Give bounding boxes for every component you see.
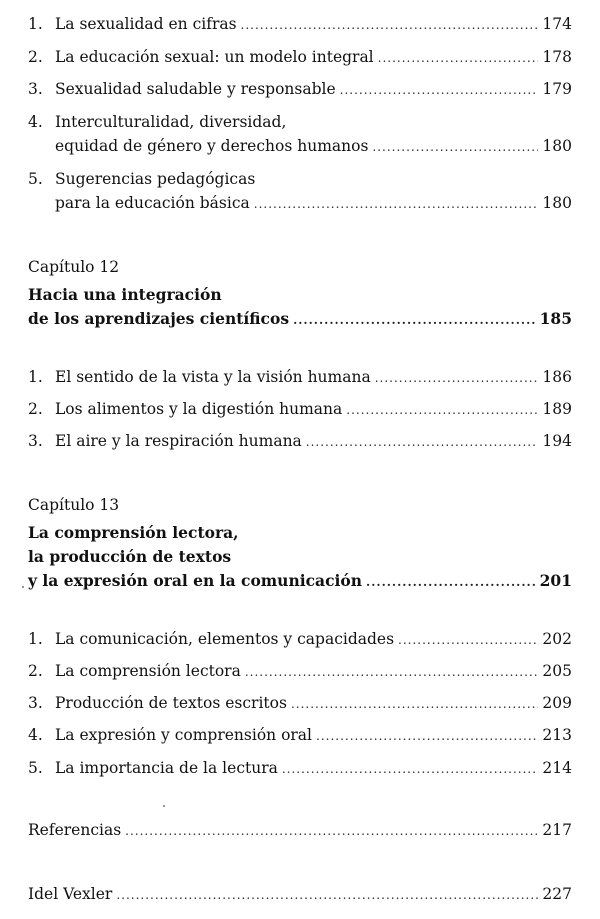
entry-page-number: 194	[542, 432, 572, 450]
chapter-title-entry	[28, 523, 572, 592]
entry-page-number: 189	[542, 400, 572, 418]
toc-entry	[28, 47, 572, 68]
entry-title: La comprensión lectora	[55, 662, 241, 680]
entry-title: La sexualidad en cifras	[55, 15, 237, 33]
entry-page-number: 217	[542, 821, 572, 839]
entry-number: 3.	[28, 694, 43, 712]
entry-title: Producción de textos escritos	[55, 694, 287, 712]
entry-title: El aire y la respiración humana	[55, 432, 302, 450]
chapter-label: Capítulo 13	[28, 496, 120, 514]
dot-leader	[366, 572, 536, 592]
toc-entry	[28, 758, 572, 779]
dot-leader	[291, 694, 538, 714]
entry-number: 3.	[28, 80, 43, 98]
entry-page-number: 180	[542, 137, 572, 155]
dot-leader	[378, 48, 539, 68]
chapter-page-number: 201	[539, 571, 572, 590]
entry-title: La comunicación, elementos y capacidades	[55, 630, 395, 648]
entry-page-number: 179	[542, 80, 572, 98]
toc-entry	[28, 169, 572, 214]
dot-leader	[375, 368, 539, 388]
entry-page-number: 214	[542, 759, 572, 777]
entry-number: 2.	[28, 662, 43, 680]
entry-page-number: 205	[542, 662, 572, 680]
entry-number: 5.	[28, 759, 43, 777]
entry-number: 1.	[28, 15, 43, 33]
toc-entry-references	[28, 820, 572, 841]
entry-title: La educación sexual: un modelo integral	[55, 48, 374, 66]
entry-page-number: 213	[542, 726, 572, 744]
dot-leader	[125, 821, 538, 841]
dot-leader	[282, 759, 539, 779]
toc-entry	[28, 112, 572, 157]
entry-number: 5.	[28, 170, 43, 188]
chapter-page-number: 185	[539, 309, 572, 328]
entry-title: Los alimentos y la digestión humana	[55, 400, 343, 418]
scan-speck	[22, 586, 24, 588]
entry-number: 3.	[28, 432, 43, 450]
scan-speck	[163, 805, 165, 807]
entry-title: Idel Vexler	[28, 885, 113, 903]
toc-entry	[28, 14, 572, 35]
dot-leader	[340, 80, 539, 100]
dot-leader	[346, 400, 538, 420]
entry-title: Referencias	[28, 821, 122, 839]
entry-number: 2.	[28, 48, 43, 66]
chapter-title-continuation: y la expresión oral en la comunicación	[28, 571, 363, 590]
entry-title: Sugerencias pedagógicas	[55, 170, 256, 188]
entry-title-continuation: para la educación básica	[55, 194, 250, 212]
entry-title: La importancia de la lectura	[55, 759, 278, 777]
entry-page-number: 180	[542, 194, 572, 212]
chapter-title: Hacia una integración	[28, 285, 222, 304]
dot-leader	[372, 137, 538, 157]
entry-number: 1.	[28, 630, 43, 648]
entry-title: Interculturalidad, diversidad,	[55, 113, 287, 131]
entry-number: 4.	[28, 726, 43, 744]
entry-title: Sexualidad saludable y responsable	[55, 80, 336, 98]
entry-page-number: 174	[542, 15, 572, 33]
dot-leader	[116, 885, 538, 905]
entry-page-number: 202	[542, 630, 572, 648]
chapter-label: Capítulo 12	[28, 258, 120, 276]
dot-leader	[245, 662, 539, 682]
entry-title-continuation: equidad de género y derechos humanos	[55, 137, 369, 155]
dot-leader	[293, 310, 536, 330]
toc-entry-author	[28, 884, 572, 905]
dot-leader	[306, 432, 539, 452]
entry-page-number: 227	[542, 885, 572, 903]
entry-page-number: 209	[542, 694, 572, 712]
chapter-title-continuation: de los aprendizajes científicos	[28, 309, 290, 328]
dot-leader	[398, 630, 538, 650]
chapter-title-entry	[28, 285, 572, 330]
chapter-title: La comprensión lectora,	[28, 523, 239, 542]
toc-entry	[28, 399, 572, 420]
entry-page-number: 186	[542, 368, 572, 386]
dot-leader	[254, 194, 539, 214]
entry-number: 4.	[28, 113, 43, 131]
entry-title: El sentido de la vista y la visión humana	[55, 368, 371, 386]
toc-entry	[28, 79, 572, 100]
toc-entry	[28, 693, 572, 714]
chapter-title-continuation: la producción de textos	[28, 547, 232, 566]
dot-leader	[316, 726, 538, 746]
entry-title: La expresión y comprensión oral	[55, 726, 313, 744]
dot-leader	[241, 15, 539, 35]
entry-number: 1.	[28, 368, 43, 386]
toc-entry	[28, 629, 572, 650]
toc-entry	[28, 725, 572, 746]
toc-entry	[28, 367, 572, 388]
toc-entry	[28, 431, 572, 452]
entry-page-number: 178	[542, 48, 572, 66]
entry-number: 2.	[28, 400, 43, 418]
toc-entry	[28, 661, 572, 682]
